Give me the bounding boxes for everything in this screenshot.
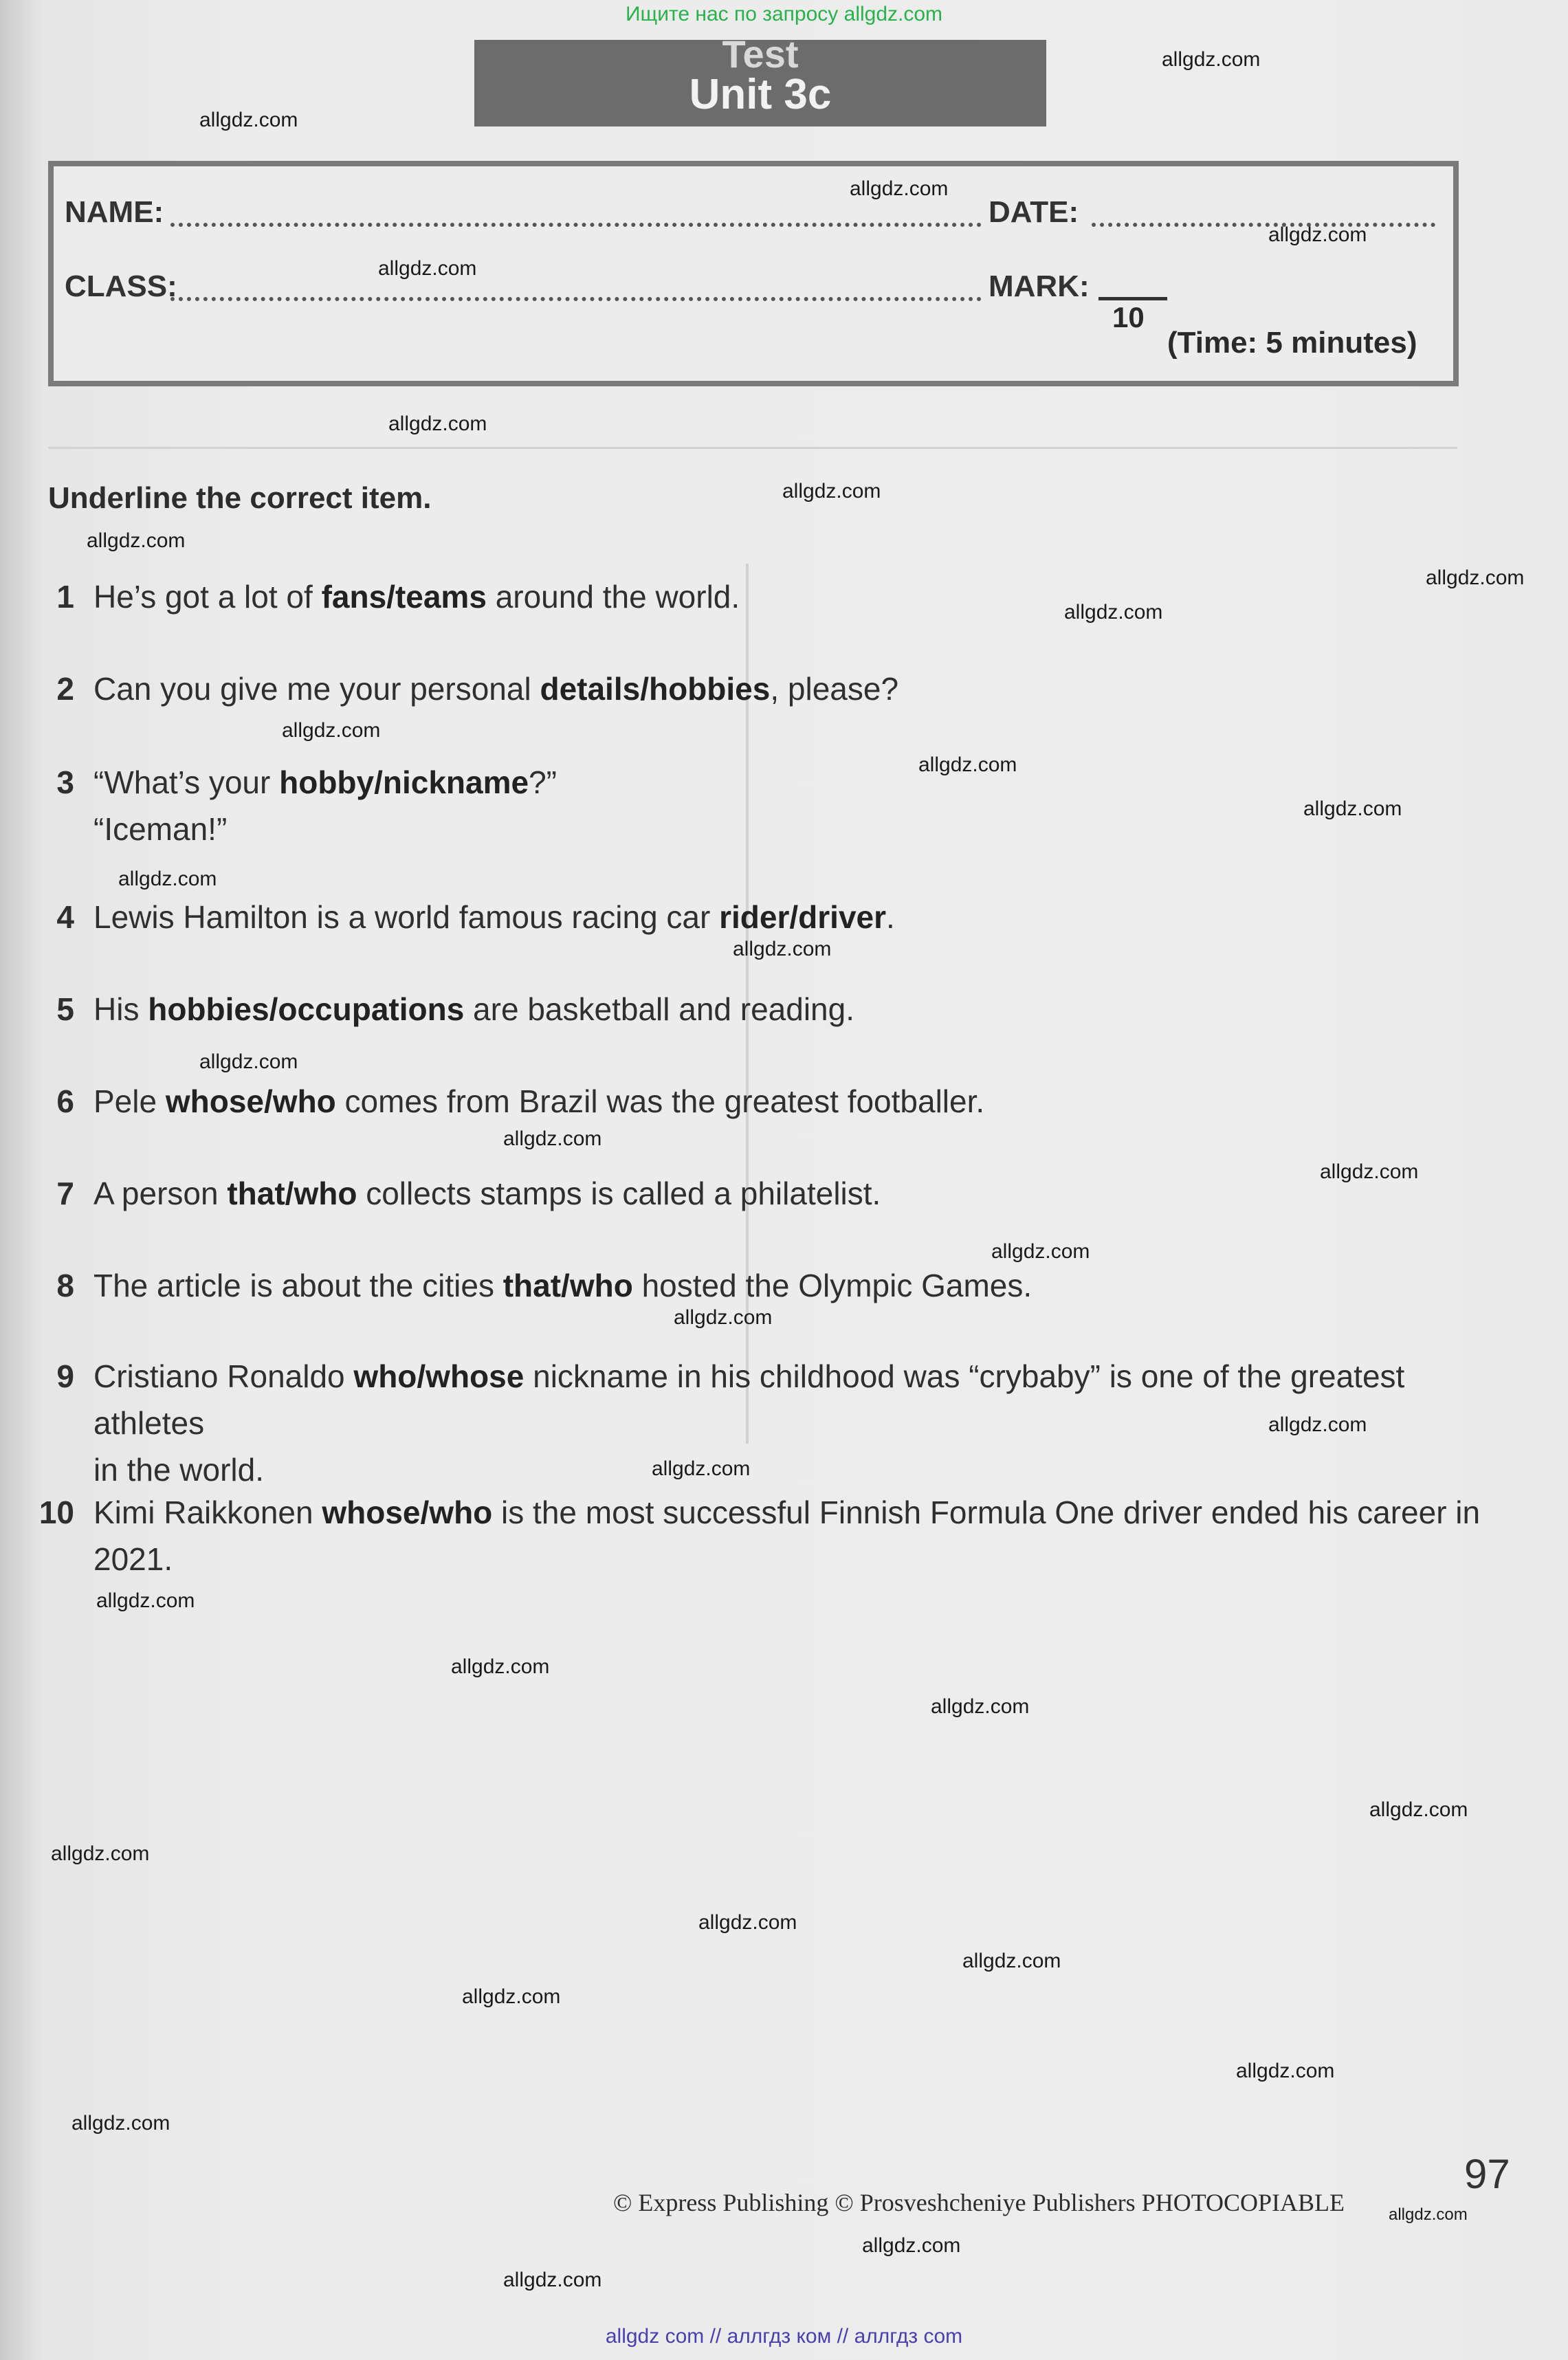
watermark: allgdz.com [1236,2060,1335,2082]
top-banner[interactable]: Ищите нас по запросу allgdz.com [625,3,943,25]
title-line-1: Test [722,32,799,76]
watermark: allgdz.com [503,1127,602,1150]
item-text: A person that/who collects stamps is called a philatelist. [93,1176,881,1211]
answer-choice[interactable]: hobby/nickname [279,764,529,800]
watermark: allgdz.com [388,412,487,435]
watermark: allgdz.com [1426,566,1525,589]
item-number: 4 [56,899,74,935]
item-number: 6 [56,1083,74,1119]
watermark: allgdz.com [1303,797,1402,820]
watermark: allgdz.com [962,1950,1061,1972]
mark-label: MARK: [989,269,1090,303]
answer-choice[interactable]: rider/driver [719,899,887,935]
date-label: DATE: [989,195,1079,229]
bleed-through-divider [48,447,1457,449]
watermark: allgdz.com [282,719,381,742]
answer-choice[interactable]: that/who [227,1176,357,1211]
answer-choice[interactable]: who/whose [353,1358,524,1394]
watermark: allgdz.com [1320,1160,1419,1183]
watermark: allgdz.com [1389,2205,1468,2224]
item-text: Can you give me your personal details/hobbies, please? [93,671,899,707]
watermark: allgdz.com [991,1240,1090,1263]
watermark: allgdz.com [378,257,477,280]
watermark: allgdz.com [87,529,186,552]
watermark: allgdz.com [1268,223,1367,246]
name-field[interactable] [170,223,982,227]
item-text: His hobbies/occupations are basketball and reading. [93,991,855,1027]
item-text: The article is about the cities that/who hosted the Olympic Games. [93,1268,1033,1303]
item-number: 8 [56,1268,74,1303]
item-number: 9 [56,1358,74,1394]
item-number: 7 [56,1176,74,1211]
answer-choice[interactable]: that/who [503,1268,633,1303]
watermark: allgdz.com [782,480,881,503]
answer-choice[interactable]: details/hobbies [540,671,771,707]
item-text: Kimi Raikkonen whose/who is the most successful Finnish Formula One driver ended his career in 2021. [93,1495,1481,1577]
watermark: allgdz.com [1268,1413,1367,1436]
item-text: Pele whose/who comes from Brazil was the greatest footballer. [93,1083,985,1119]
answer-choice[interactable]: hobbies/occupations [148,991,465,1027]
watermark: allgdz.com [199,1050,298,1073]
date-field[interactable] [1092,223,1435,227]
watermark: allgdz.com [118,868,217,890]
item-number: 5 [56,991,74,1027]
mark-denominator: 10 [1112,301,1145,333]
item-number: 2 [56,671,74,707]
watermark: allgdz.com [96,1589,195,1612]
item-text: Cristiano Ronaldo who/whose nickname in his childhood was “crybaby” is one of the greatest athletes in the world. [93,1358,1405,1488]
class-label: CLASS: [65,269,177,303]
answer-choice[interactable]: whose/who [322,1495,493,1530]
item-number: 1 [56,579,74,615]
watermark: allgdz.com [451,1655,550,1678]
watermark: allgdz.com [652,1457,751,1480]
item-number: 10 [38,1495,74,1530]
watermark: allgdz.com [1369,1798,1468,1821]
watermark: allgdz.com [698,1911,797,1934]
item-text: “What’s your hobby/nickname?” “Iceman!” [93,764,557,847]
watermark: allgdz.com [1064,601,1163,624]
copyright-notice: © Express Publishing © Prosveshcheniye Publishers PHOTOCOPIABLE [613,2189,1345,2216]
title-line-2: Unit 3c [689,71,832,118]
item-text: He’s got a lot of fans/teams around the world. [93,579,740,615]
watermark: allgdz.com [733,938,832,960]
watermark: allgdz.com [462,1985,561,2008]
item-text: Lewis Hamilton is a world famous racing car rider/driver. [93,899,895,935]
watermark: allgdz.com [918,753,1017,776]
student-info-box [48,161,1459,386]
watermark: allgdz.com [674,1306,773,1329]
bottom-banner[interactable]: allgdz com // аллгдз ком // аллгдз com [605,2325,963,2348]
watermark: allgdz.com [71,2112,170,2135]
name-label: NAME: [65,195,164,229]
instruction: Underline the correct item. [48,481,432,515]
time-note: (Time: 5 minutes) [1167,326,1417,360]
watermark: allgdz.com [850,177,949,200]
watermark: allgdz.com [503,2269,602,2291]
class-field[interactable] [170,297,982,301]
watermark: allgdz.com [1162,48,1261,71]
page-number: 97 [1464,2151,1510,2197]
watermark: allgdz.com [51,1842,150,1865]
item-number: 3 [56,764,74,800]
answer-choice[interactable]: fans/teams [321,579,487,615]
watermark: allgdz.com [862,2234,961,2257]
watermark: allgdz.com [931,1695,1030,1718]
answer-choice[interactable]: whose/who [165,1083,336,1119]
mark-field[interactable] [1098,297,1167,300]
title-band [474,32,1046,126]
watermark: allgdz.com [199,109,298,131]
